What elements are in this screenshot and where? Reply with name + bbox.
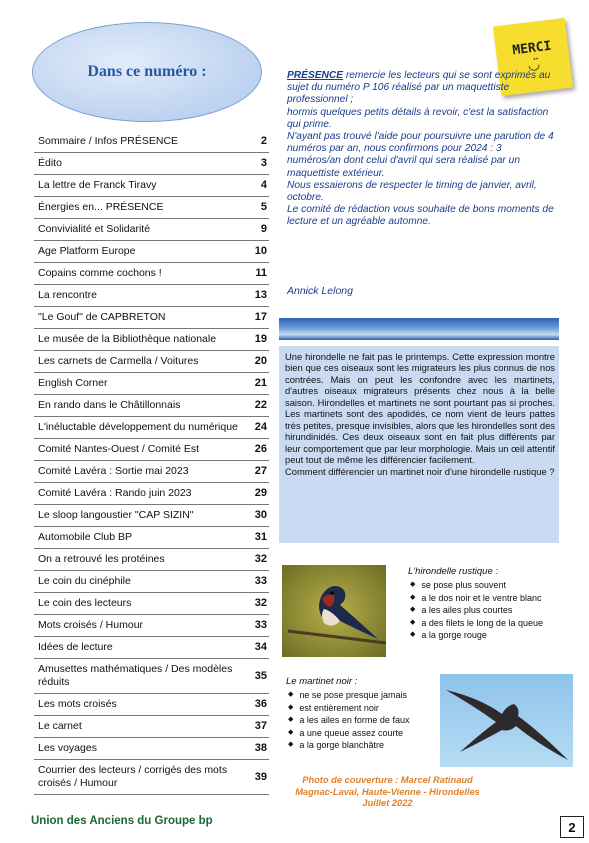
toc-entry-page: 26	[254, 443, 267, 455]
swift-trait	[286, 714, 446, 726]
footer-organization: Union des Anciens du Groupe bp	[31, 815, 213, 827]
toc-entry[interactable]	[34, 527, 269, 549]
toc-entry-title: Le sloop langoustier "CAP SIZIN"	[38, 509, 194, 521]
toc-entry-page: 9	[260, 223, 267, 235]
toc-entry[interactable]	[34, 175, 269, 197]
toc-entry[interactable]	[34, 285, 269, 307]
toc-entry-title: Les voyages	[38, 742, 97, 754]
cover-photo-caption	[270, 775, 505, 810]
swift-traits	[286, 676, 446, 751]
toc-entry[interactable]	[34, 351, 269, 373]
presence-line: hormis quelques petits détails à revoir, c'est la satisfaction qui prime.	[287, 106, 549, 130]
toc-entry[interactable]	[34, 263, 269, 285]
swift-traits-title: Le martinet noir :	[286, 676, 358, 687]
toc-entry[interactable]	[34, 549, 269, 571]
contents-title-oval	[32, 22, 262, 122]
toc-entry-page: 30	[254, 509, 267, 521]
toc-entry-page: 21	[254, 377, 267, 389]
toc-entry-page: 4	[260, 179, 267, 191]
swallow-trait	[408, 592, 568, 604]
smile-icon: ◡̈	[526, 55, 541, 73]
presence-lead: PRÉSENCE	[287, 70, 344, 81]
sticky-note-text: MERCI	[511, 38, 553, 59]
caption-line: Juillet 2022	[362, 798, 413, 808]
toc-entry-title: Convivialité et Solidarité	[38, 223, 151, 235]
bullet-icon: ◆	[288, 741, 294, 749]
page-number: 2	[560, 816, 584, 838]
toc-entry-title: Énergies en... PRÉSENCE	[38, 201, 164, 213]
bullet-icon: ◆	[288, 728, 294, 736]
toc-entry-page: 37	[254, 720, 267, 732]
swift-photo	[440, 674, 573, 767]
toc-entry-title: "Le Gouf" de CAPBRETON	[38, 311, 166, 323]
toc-entry-title: Comité Nantes-Ouest / Comité Est	[38, 443, 200, 455]
toc-entry[interactable]	[34, 153, 269, 175]
swift-trait	[286, 702, 446, 714]
swallow-trait	[408, 579, 568, 591]
toc-entry-page: 34	[254, 641, 267, 653]
toc-entry-title: Le musée de la Bibliothèque nationale	[38, 333, 217, 345]
toc-entry-title: Sommaire / Infos PRÉSENCE	[38, 135, 179, 147]
toc-entry-page: 32	[254, 553, 267, 565]
toc-entry-title: Comité Lavéra : Sortie mai 2023	[38, 465, 189, 477]
toc-entry-page: 13	[254, 289, 267, 301]
toc-entry[interactable]	[34, 219, 269, 241]
toc-entry-title: L'inéluctable développement du numérique	[38, 421, 238, 433]
toc-entry-title: La rencontre	[38, 289, 97, 301]
toc-entry-page: 20	[254, 355, 267, 367]
swallow-photo	[282, 565, 386, 657]
toc-entry-title: Automobile Club BP	[38, 531, 132, 543]
toc-entry-title: Le coin du cinéphile	[38, 575, 131, 587]
toc-entry-page: 27	[254, 465, 267, 477]
toc-entry[interactable]	[34, 197, 269, 219]
toc-entry-title: Idées de lecture	[38, 641, 113, 653]
toc-entry-title: Mots croisés / Humour	[38, 619, 144, 631]
toc-entry[interactable]	[34, 395, 269, 417]
toc-entry-title: Le coin des lecteurs	[38, 597, 132, 609]
toc-entry-page: 39	[254, 770, 267, 783]
toc-entry-page: 3	[260, 157, 267, 169]
toc-entry[interactable]	[34, 373, 269, 395]
toc-entry[interactable]	[34, 659, 269, 694]
swift-trait-text: a une queue assez courte	[299, 727, 403, 738]
swallow-trait-text: a le dos noir et le ventre blanc	[421, 592, 542, 603]
table-of-contents	[34, 131, 269, 795]
toc-entry-title: Le carnet	[38, 720, 82, 732]
bullet-icon: ◆	[410, 581, 416, 589]
swallow-trait	[408, 629, 568, 641]
swift-trait	[286, 739, 446, 751]
toc-entry-page: 33	[254, 575, 267, 587]
toc-entry[interactable]	[34, 694, 269, 716]
toc-entry-title: Age Platform Europe	[38, 245, 136, 257]
toc-entry[interactable]	[34, 738, 269, 760]
bullet-icon: ◆	[288, 716, 294, 724]
toc-entry[interactable]	[34, 716, 269, 738]
swift-trait-text: a les ailes en forme de faux	[299, 715, 410, 726]
toc-entry-page: 32	[254, 597, 267, 609]
swallow-trait-text: a la gorge rouge	[421, 630, 487, 641]
presence-line: remercie les lecteurs qui se sont exprimés au sujet du numéro P 106 réalisé par un maquettiste professionnel ;	[287, 70, 551, 106]
toc-entry-page: 10	[254, 245, 267, 257]
swallow-article-box	[279, 346, 559, 543]
toc-entry-title: On a retrouvé les protéines	[38, 553, 165, 565]
bullet-icon: ◆	[288, 691, 294, 699]
toc-entry-page: 11	[255, 267, 267, 279]
swift-trait-text: est entièrement noir	[299, 702, 379, 713]
swift-trait-text: a la gorge blanchâtre	[299, 740, 384, 751]
toc-entry-page: 22	[254, 399, 267, 411]
swallow-trait	[408, 604, 568, 616]
toc-entry[interactable]	[34, 241, 269, 263]
toc-entry-page: 24	[254, 421, 267, 433]
article-paragraph: Une hirondelle ne fait pas le printemps. Cette expression montre bien que ces oiseaux sont les migrateurs les plus connus de nos contrées. Mais on peut les confondre avec les martinets, d'autres oiseaux migrateurs présents chez nous à la belle saison. Hirondelles et martinets ne sont pourtant pas si proches. Les martinets sont des apodidés, ce nom vient de leurs pattes très petites, presque invisibles, alors que les hirondelles sont des hirundinidés. Ces deux oiseaux sont en fait plus différents par leur comportement que par leur morphologie. Mais un œil attentif peut tout de même les différencier facilement.	[285, 351, 555, 466]
toc-entry[interactable]	[34, 131, 269, 153]
toc-entry[interactable]	[34, 760, 269, 795]
toc-entry-title: En rando dans le Châtillonnais	[38, 399, 181, 411]
toc-entry-title: Copains comme cochons !	[38, 267, 162, 279]
toc-entry[interactable]	[34, 461, 269, 483]
article-question: Comment différencier un martinet noir d'une hirondelle rustique ?	[285, 465, 555, 477]
swift-trait	[286, 689, 446, 701]
toc-entry-page: 35	[254, 669, 267, 682]
toc-entry-page: 33	[254, 619, 267, 631]
bullet-icon: ◆	[410, 631, 416, 639]
toc-entry-page: 38	[254, 742, 267, 754]
toc-entry-page: 2	[260, 135, 267, 147]
swallow-trait-text: a des filets le long de la queue	[421, 617, 543, 628]
presence-line: Le comité de rédaction vous souhaite de bons moments de lecture et un agréable automne.	[287, 204, 554, 228]
toc-entry-page: 17	[254, 311, 267, 323]
author-signature: Annick Lelong	[287, 285, 353, 297]
swift-trait-text: ne se pose presque jamais	[299, 690, 407, 701]
swallow-traits-title: L'hirondelle rustique :	[408, 566, 499, 577]
toc-entry-title: English Corner	[38, 377, 108, 389]
toc-entry[interactable]	[34, 593, 269, 615]
toc-entry[interactable]	[34, 483, 269, 505]
swallow-traits	[408, 566, 568, 641]
toc-entry-page: 29	[254, 487, 267, 499]
toc-entry-title: Édito	[38, 157, 62, 169]
toc-entry[interactable]	[34, 439, 269, 461]
presence-message	[287, 70, 557, 229]
toc-entry[interactable]	[34, 615, 269, 637]
contents-title: Dans ce numéro :	[87, 63, 207, 80]
toc-entry-title: Comité Lavéra : Rando juin 2023	[38, 487, 192, 499]
toc-entry-title: Les carnets de Carmella / Voitures	[38, 355, 199, 367]
bullet-icon: ◆	[410, 606, 416, 614]
sky-banner-image	[279, 318, 559, 340]
toc-entry[interactable]	[34, 571, 269, 593]
toc-entry-title: La lettre de Franck Tiravy	[38, 179, 157, 191]
presence-line: N'ayant pas trouvé l'aide pour poursuivre une parution de 4 numéros par an, nous confirmons pour 2024 : 3 numéros/an dont celui d'avril qui sera réalisé par un maquettiste extérieur.	[287, 131, 554, 179]
toc-entry[interactable]	[34, 505, 269, 527]
toc-entry[interactable]	[34, 637, 269, 659]
bullet-icon: ◆	[410, 618, 416, 626]
swallow-trait	[408, 617, 568, 629]
toc-entry-title: Amusettes mathématiques / Des modèles réduits	[38, 663, 233, 688]
toc-entry-title: Courrier des lecteurs / corrigés des mots croisés / Humour	[38, 764, 228, 789]
caption-line: Magnac-Laval, Haute-Vienne - Hirondelles	[295, 786, 480, 797]
caption-line: Photo de couverture : Marcel Ratinaud	[302, 775, 473, 785]
bullet-icon: ◆	[288, 703, 294, 711]
bullet-icon: ◆	[410, 593, 416, 601]
toc-entry-page: 36	[254, 698, 267, 710]
toc-entry[interactable]	[34, 307, 269, 329]
toc-entry[interactable]	[34, 417, 269, 439]
toc-entry-title: Les mots croisés	[38, 698, 117, 710]
toc-entry-page: 5	[260, 201, 267, 213]
swallow-trait-text: a les ailes plus courtes	[421, 605, 513, 616]
presence-line: Nous essaierons de respecter le timing de janvier, avril, octobre.	[287, 179, 537, 204]
toc-entry[interactable]	[34, 329, 269, 351]
swift-trait	[286, 727, 446, 739]
swallow-trait-text: se pose plus souvent	[421, 580, 506, 591]
toc-entry-page: 31	[254, 531, 267, 543]
toc-entry-page: 19	[254, 333, 267, 345]
